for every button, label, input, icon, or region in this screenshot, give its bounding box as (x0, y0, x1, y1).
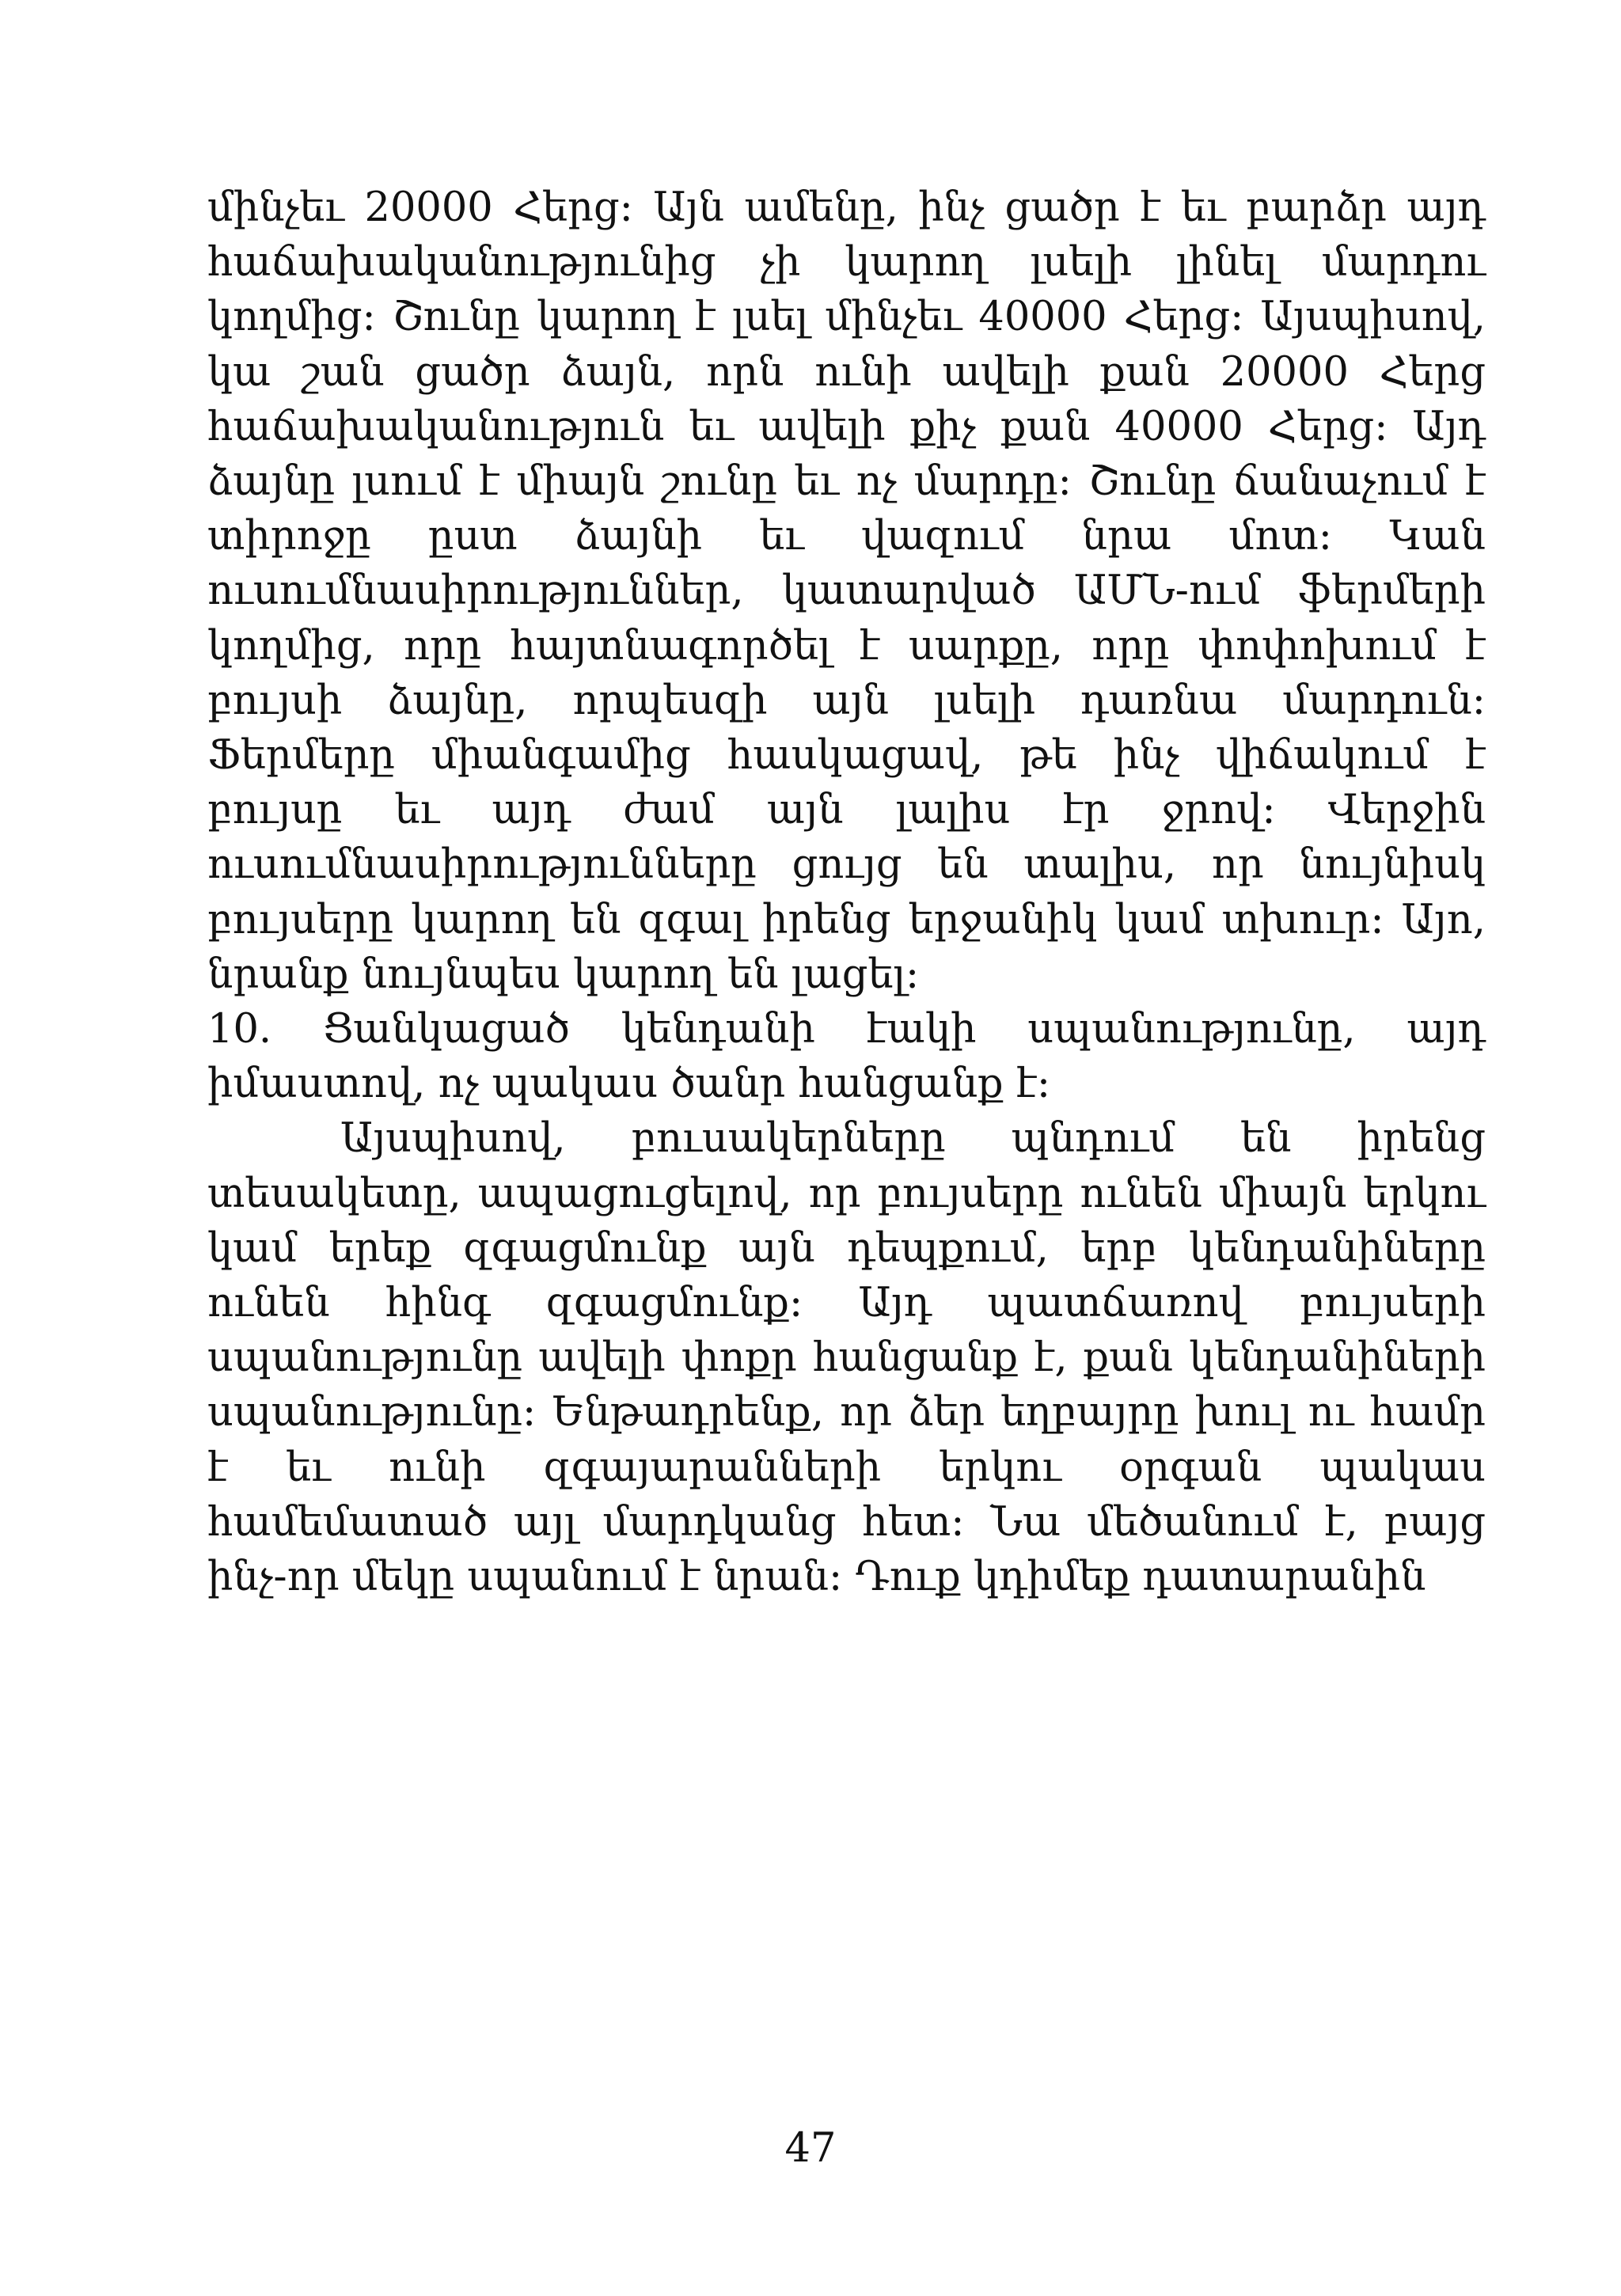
page-number: 47 (784, 2125, 837, 2172)
body-text (207, 180, 1486, 1604)
paragraph-2: 10. Ցանկացած կենդանի էակի սպանությունը, այդ իմաստով, ոչ պակաս ծանր հանցանք է: (207, 1006, 1486, 1108)
paragraph-3: Այսպիսով, բուսակերները պնդում են իրենց տեսակետը, ապացուցելով, որ բույսերը ունեն միայն երկու կամ երեք զգացմունք այն դեպքում, երբ կենդանիները ունեն հինգ զգացմունք: Այդ պատճառով բույսերի սպանությունը ավելի փոքր հանցանք է, քան կենդանիների սպանությունը: Ենթադրենք, որ ձեր եղբայրը խուլ ու համր է եւ ունի զգայարանների երկու օրգան պակաս համեմատած այլ մարդկանց հետ: Նա մեծանում է, բայց ինչ-որ մեկը սպանում է նրան: Դուք կդիմեք դատարանին (207, 1115, 1486, 1601)
paragraph-1: մինչեւ 20000 Հերց: Այն ամենը, ինչ ցածր է եւ բարձր այդ հաճախականությունից չի կարող լսելի լինել մարդու կողմից: Շունը կարող է լսել մինչեւ 40000 Հերց: Այսպիսով, կա շան ցածր ձայն, որն ունի ավելի քան 20000 Հերց հաճախականություն եւ ավելի քիչ քան 40000 Հերց: Այդ ձայնը լսում է միայն շունը եւ ոչ մարդը: Շունը ճանաչում է տիրոջը ըստ ձայնի եւ վազում նրա մոտ: Կան ուսումնասիրություններ, կատարված ԱՄՆ-ում ֆերմերի կողմից, որը հայտնագործել է սարքը, որը փոփոխում է բույսի ձայնը, որպեսզի այն լսելի դառնա մարդուն: Ֆերմերը միանգամից հասկացավ, թե ինչ վիճակում է բույսը եւ այդ ժամ այն լալիս էր ջրով: Վերջին ուսումնասիրությունները ցույց են տալիս, որ նույնիսկ բույսերը կարող են զգալ իրենց երջանիկ կամ տխուր: Այո, նրանք նույնպես կարող են լացել: (207, 184, 1486, 998)
